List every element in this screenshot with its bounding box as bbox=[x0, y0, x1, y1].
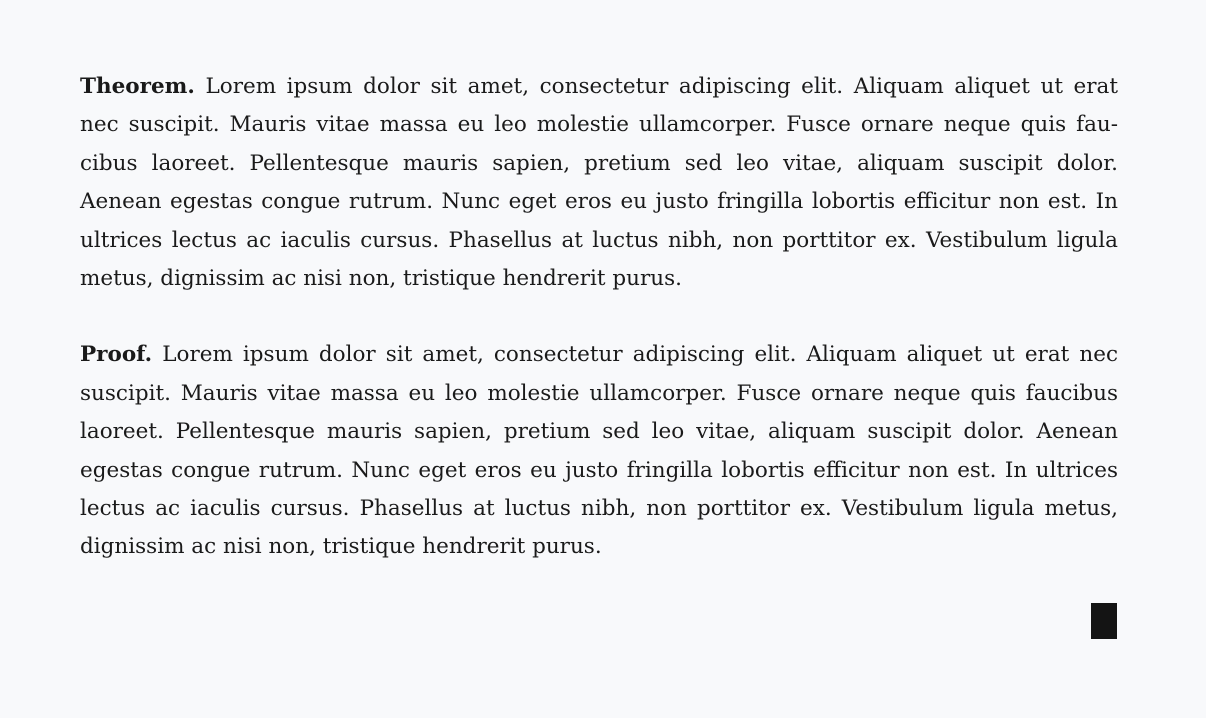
theorem-text: Lorem ipsum dolor sit amet, consectetur adipiscing elit. Aliquam aliquet ut erat nec suscipit. Mauris vitae massa eu leo molestie ullamcorper. Fusce ornare neque quis faucibus laoreet. Pellentesque mauris sapien, pretium sed leo vitae, aliquam suscipit dolor. Aenean egestas congue rutrum. Nunc eget eros eu justo fringilla lobortis efficitur non est. In ultrices lectus ac iaculis cursus. Phasellus at luctus nibh, non porttitor ex. Vestibulum ligula metus, dignissim ac nisi non, tristique hendrerit purus. bbox=[80, 74, 1118, 292]
theorem-paragraph bbox=[80, 68, 1118, 298]
theorem-label: Theorem. bbox=[80, 74, 195, 99]
proof-paragraph bbox=[80, 336, 1118, 566]
proof-text: Lorem ipsum dolor sit amet, consectetur adipiscing elit. Aliquam aliquet ut erat nec suscipit. Mauris vitae massa eu leo molestie ullamcorper. Fusce ornare neque quis faucibus laoreet. Pellentesque mauris sapien, pretium sed leo vitae, aliquam suscipit dolor. Aenean egestas congue rutrum. Nunc eget eros eu justo fringilla lobortis efficitur non est. In ultrices lectus ac iaculis cursus. Phasellus at luctus nibh, non porttitor ex. Vestibulum ligula metus, dignissim ac nisi non, tristique hendrerit purus. bbox=[80, 342, 1118, 560]
document-body bbox=[80, 68, 1118, 567]
qed-tombstone-icon bbox=[1091, 603, 1117, 639]
proof-label: Proof. bbox=[80, 342, 153, 368]
